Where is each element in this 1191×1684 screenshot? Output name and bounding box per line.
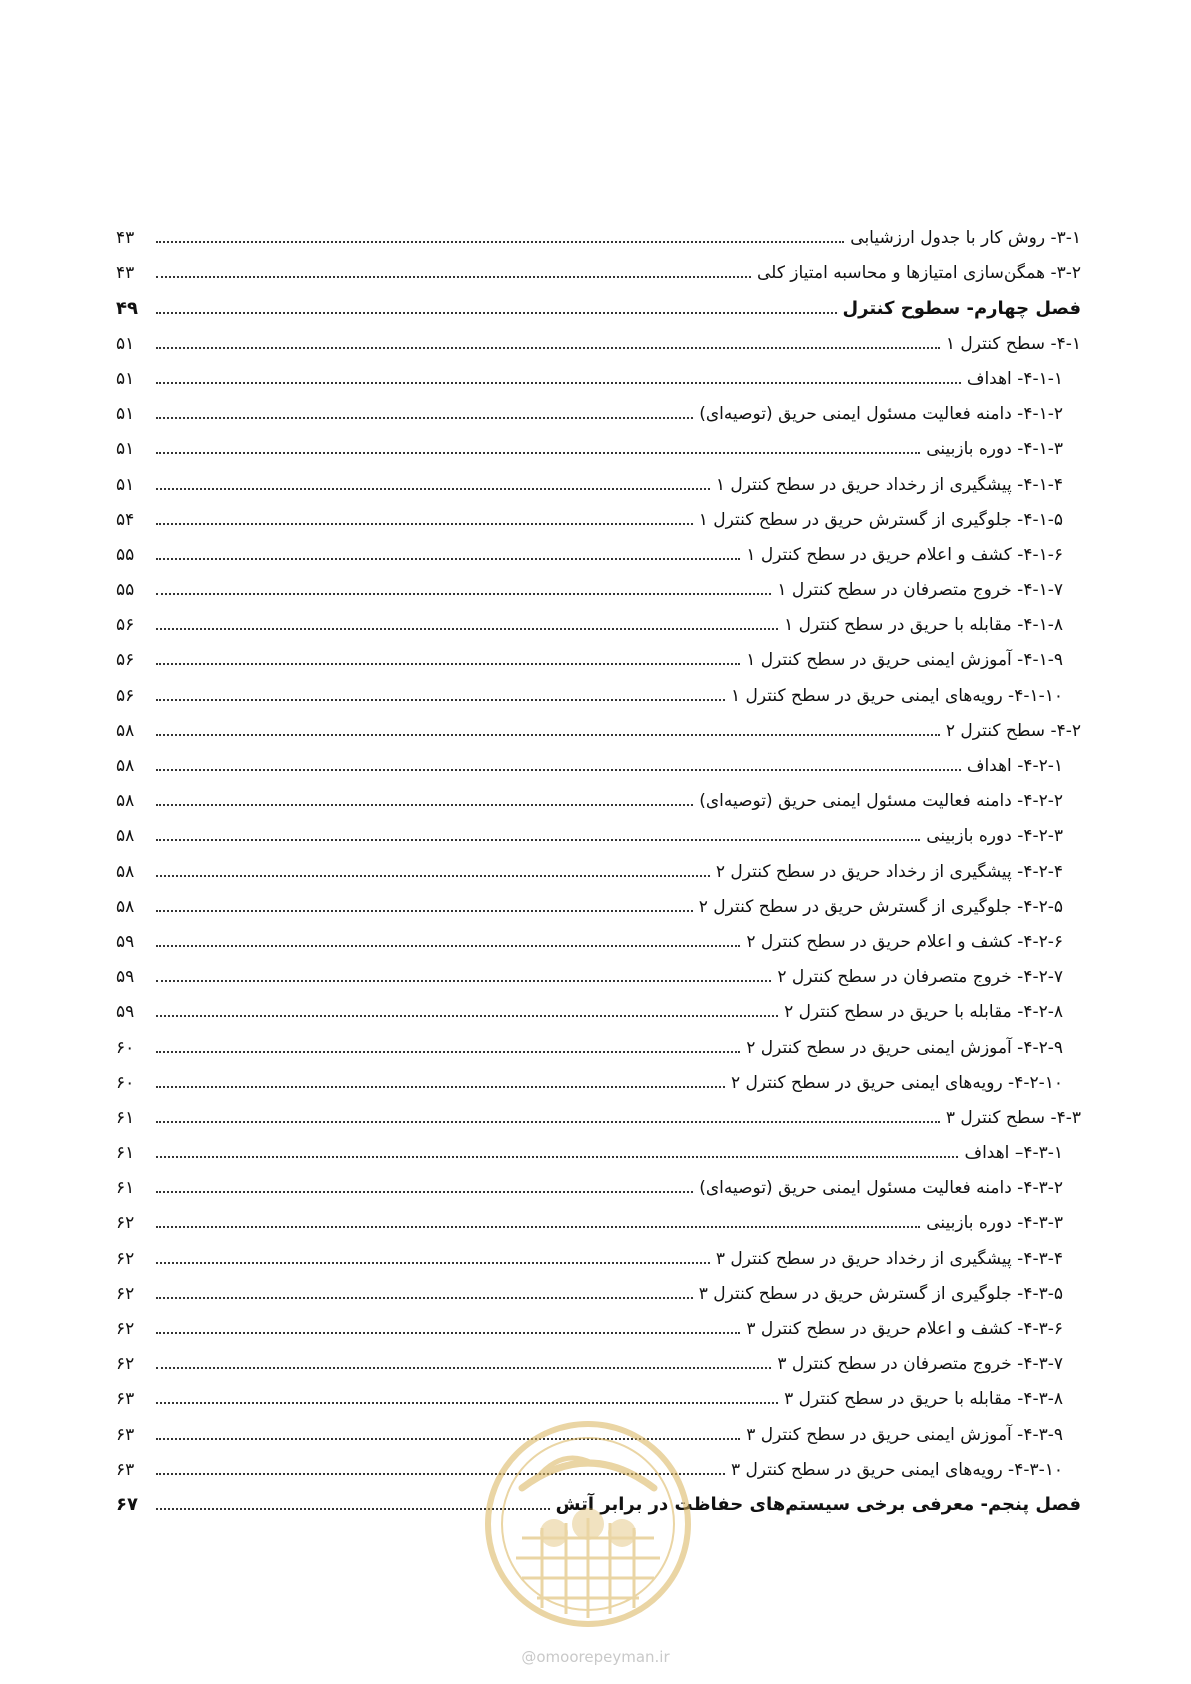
toc-entry-title: ۴-۱-۴- پیشگیری از رخداد حریق در سطح کنترل ۱ <box>715 474 1063 495</box>
dot-leader <box>156 909 693 912</box>
toc-entry-page: ۵۶ <box>116 685 135 706</box>
dot-leader <box>156 487 710 490</box>
dot-leader <box>156 1120 940 1123</box>
toc-entry-page: ۵۵ <box>116 580 135 601</box>
toc-entry-title: ۴-۳-۸- مقابله با حریق در سطح کنترل ۳ <box>784 1389 1063 1410</box>
toc-entry[interactable] <box>116 1270 1081 1305</box>
toc-entry-title: ۴-۱-۱- اهداف <box>966 368 1063 389</box>
dot-leader <box>156 979 771 982</box>
toc-entry-page: ۵۹ <box>116 931 135 952</box>
dot-leader <box>156 803 693 806</box>
toc-entry-title: ۴-۲-۹- آموزش ایمنی حریق در سطح کنترل ۲ <box>746 1037 1063 1058</box>
dot-leader <box>156 1401 778 1404</box>
toc-entry-title: ۴-۲-۵- جلوگیری از گسترش حریق در سطح کنترل ۲ <box>698 896 1063 917</box>
toc-entry[interactable] <box>116 918 1081 953</box>
toc-entry-title: ۴-۳-۳- دوره بازبینی <box>926 1213 1063 1234</box>
toc-entry-title: ۴-۱-۳- دوره بازبینی <box>926 439 1063 460</box>
toc-entry[interactable] <box>116 707 1081 742</box>
toc-entry-page: ۶۰ <box>116 1037 135 1058</box>
toc-entry[interactable] <box>116 496 1081 531</box>
toc-chapter-entry[interactable] <box>116 284 1081 319</box>
toc-entry-title: ۴-۲-۳- دوره بازبینی <box>926 826 1063 847</box>
toc-entry-title: ۳-۱- روش کار با جدول ارزشیابی <box>850 228 1081 249</box>
toc-entry[interactable] <box>116 1164 1081 1199</box>
toc-entry[interactable] <box>116 1234 1081 1269</box>
toc-entry-page: ۵۱ <box>116 439 135 460</box>
toc-entry[interactable] <box>116 1375 1081 1410</box>
toc-entry-page: ۵۸ <box>116 896 135 917</box>
toc-entry-title: ۴-۳-۱۰- رویه‌های ایمنی حریق در سطح کنترل ۳ <box>730 1459 1063 1480</box>
toc-entry[interactable] <box>116 1129 1081 1164</box>
watermark-site-text: @omoorepeyman.ir <box>521 1648 670 1666</box>
toc-entry-title: ۴-۱- سطح کنترل ۱ <box>945 333 1081 354</box>
dot-leader <box>156 381 961 384</box>
toc-entry-title: ۴-۲-۱- اهداف <box>966 756 1063 776</box>
toc-entry[interactable] <box>116 742 1081 777</box>
dot-leader <box>156 768 961 771</box>
toc-entry[interactable] <box>116 636 1081 671</box>
toc-entry[interactable] <box>116 566 1081 601</box>
dot-leader <box>156 346 940 349</box>
toc-entry-page: ۴۳ <box>116 263 135 284</box>
toc-entry-title: ۴-۲-۴- پیشگیری از رخداد حریق در سطح کنترل ۲ <box>715 861 1063 882</box>
dot-leader <box>156 627 778 630</box>
toc-entry-page: ۶۲ <box>116 1319 135 1339</box>
toc-entry-page: ۶۳ <box>116 1424 135 1445</box>
toc-entry-title: ۴-۳-۲- دامنه فعالیت مسئول ایمنی حریق (توصیه‌ای) <box>699 1178 1063 1199</box>
toc-entry-page: ۵۱ <box>116 333 135 354</box>
toc-entry[interactable] <box>116 1199 1081 1234</box>
toc-entry[interactable] <box>116 1059 1081 1094</box>
toc-entry-title: ۴-۳- سطح کنترل ۳ <box>945 1107 1081 1128</box>
toc-entry-title: ۴-۱-۹- آموزش ایمنی حریق در سطح کنترل ۱ <box>746 650 1063 671</box>
toc-entry-title: ۴-۳-۵- جلوگیری از گسترش حریق در سطح کنترل ۳ <box>698 1283 1063 1304</box>
dot-leader <box>156 522 693 525</box>
dot-leader <box>156 592 771 595</box>
dot-leader <box>156 874 710 877</box>
toc-entry-title: ۴-۲-۱۰- رویه‌های ایمنی حریق در سطح کنترل ۲ <box>730 1072 1063 1093</box>
toc-entry-title: ۴-۲-۲- دامنه فعالیت مسئول ایمنی حریق (توصیه‌ای) <box>699 791 1063 812</box>
toc-entry-title: فصل پنجم- معرفی برخی سیستم‌های حفاظت در برابر آتش <box>555 1493 1081 1515</box>
toc-entry-page: ۴۹ <box>116 297 138 319</box>
toc-entry-page: ۵۸ <box>116 826 135 847</box>
dot-leader <box>156 662 740 665</box>
toc-entry-page: ۵۱ <box>116 368 135 389</box>
dot-leader <box>156 1085 725 1088</box>
dot-leader <box>156 698 725 701</box>
toc-entry[interactable] <box>116 320 1081 355</box>
toc-entry[interactable] <box>116 390 1081 425</box>
toc-entry[interactable] <box>116 671 1081 706</box>
toc-entry-title: ۴-۳-۴- پیشگیری از رخداد حریق در سطح کنترل ۳ <box>715 1248 1063 1269</box>
dot-leader <box>156 451 920 454</box>
toc-entry-title: ۴-۱-۵- جلوگیری از گسترش حریق در سطح کنترل ۱ <box>698 509 1063 530</box>
toc-entry[interactable] <box>116 531 1081 566</box>
toc-entry-page: ۶۲ <box>116 1213 135 1234</box>
toc-entry[interactable] <box>116 355 1081 390</box>
toc-entry-title: ۳-۲- همگن‌سازی امتیازها و محاسبه امتیاز کلی <box>757 263 1081 284</box>
dot-leader <box>156 838 920 841</box>
toc-entry[interactable] <box>116 214 1081 249</box>
dot-leader <box>156 1331 740 1334</box>
toc-entry-page: ۵۵ <box>116 544 135 565</box>
dot-leader <box>156 557 740 560</box>
toc-entry-page: ۵۶ <box>116 615 135 636</box>
toc-entry[interactable] <box>116 1305 1081 1340</box>
toc-entry-title: ۴-۱-۱۰- رویه‌های ایمنی حریق در سطح کنترل ۱ <box>730 685 1063 706</box>
toc-entry-page: ۶۱ <box>116 1143 135 1164</box>
toc-entry-page: ۶۲ <box>116 1354 135 1375</box>
toc-entry-page: ۵۱ <box>116 404 135 425</box>
toc-entry-title: فصل چهارم- سطوح کنترل <box>842 297 1081 319</box>
toc-entry-page: ۶۳ <box>116 1459 135 1480</box>
toc-entry[interactable] <box>116 812 1081 847</box>
dot-leader <box>156 416 693 419</box>
toc-entry-page: ۵۸ <box>116 756 135 776</box>
dot-leader <box>156 1366 771 1369</box>
toc-entry-title: ۴-۱-۲- دامنه فعالیت مسئول ایمنی حریق (توصیه‌ای) <box>699 404 1063 425</box>
toc-entry-page: ۶۱ <box>116 1107 135 1128</box>
toc-entry[interactable] <box>116 1023 1081 1058</box>
toc-entry-page: ۶۳ <box>116 1389 135 1410</box>
toc-entry-title: ۴-۲-۷- خروج متصرفان در سطح کنترل ۲ <box>777 967 1063 988</box>
omoore-peyman-seal-icon <box>482 1418 694 1630</box>
toc-entry-title: ۴-۱-۸- مقابله با حریق در سطح کنترل ۱ <box>784 615 1063 636</box>
toc-entry-page: ۵۱ <box>116 474 135 495</box>
toc-entry[interactable] <box>116 847 1081 882</box>
toc-entry-page: ۵۹ <box>116 1002 135 1023</box>
toc-entry-page: ۵۸ <box>116 861 135 882</box>
toc-entry[interactable] <box>116 460 1081 495</box>
toc-entry-title: ۴-۲-۶- کشف و اعلام حریق در سطح کنترل ۲ <box>746 931 1063 952</box>
dot-leader <box>156 1296 693 1299</box>
dot-leader <box>156 311 837 314</box>
dot-leader <box>156 1261 710 1264</box>
toc-entry-page: ۶۲ <box>116 1248 135 1269</box>
toc-entry[interactable] <box>116 601 1081 636</box>
toc-entry[interactable] <box>116 1340 1081 1375</box>
toc-entry-page: ۶۱ <box>116 1178 135 1199</box>
dot-leader <box>156 944 740 947</box>
toc-entry-page: ۵۴ <box>116 509 135 530</box>
toc-entry[interactable] <box>116 883 1081 918</box>
toc-entry-title: ۴-۲-۸- مقابله با حریق در سطح کنترل ۲ <box>784 1002 1063 1023</box>
toc-entry-page: ۶۷ <box>116 1493 138 1515</box>
dot-leader <box>156 275 751 278</box>
toc-entry[interactable] <box>116 953 1081 988</box>
toc-entry-title: ۴-۳-۹- آموزش ایمنی حریق در سطح کنترل ۳ <box>746 1424 1063 1445</box>
toc-entry-page: ۶۲ <box>116 1283 135 1304</box>
dot-leader <box>156 733 940 736</box>
toc-entry-page: ۵۸ <box>116 791 135 812</box>
toc-entry-title: ۴-۲- سطح کنترل ۲ <box>945 720 1081 741</box>
toc-entry-page: ۵۹ <box>116 967 135 988</box>
toc-entry-title: ۴-۱-۶- کشف و اعلام حریق در سطح کنترل ۱ <box>746 544 1063 565</box>
dot-leader <box>156 1225 920 1228</box>
toc-entry-page: ۵۸ <box>116 720 135 741</box>
toc-entry-page: ۵۶ <box>116 650 135 671</box>
toc-entry[interactable] <box>116 425 1081 460</box>
toc-entry-title: ۴-۳-۷- خروج متصرفان در سطح کنترل ۳ <box>777 1354 1063 1375</box>
toc-entry[interactable] <box>116 777 1081 812</box>
toc-entry[interactable] <box>116 1094 1081 1129</box>
dot-leader <box>156 240 844 243</box>
dot-leader <box>156 1190 693 1193</box>
toc-entry-title: ۴-۳-۱– اهداف <box>964 1143 1063 1164</box>
toc-entry-page: ۶۰ <box>116 1072 135 1093</box>
dot-leader <box>156 1014 778 1017</box>
dot-leader <box>156 1155 958 1158</box>
toc-entry[interactable] <box>116 988 1081 1023</box>
toc-entry-page: ۴۳ <box>116 228 135 249</box>
dot-leader <box>156 1050 740 1053</box>
toc-entry-title: ۴-۳-۶- کشف و اعلام حریق در سطح کنترل ۳ <box>746 1319 1063 1339</box>
table-of-contents <box>116 214 1081 1516</box>
toc-entry-title: ۴-۱-۷- خروج متصرفان در سطح کنترل ۱ <box>777 580 1063 601</box>
toc-entry[interactable] <box>116 249 1081 284</box>
